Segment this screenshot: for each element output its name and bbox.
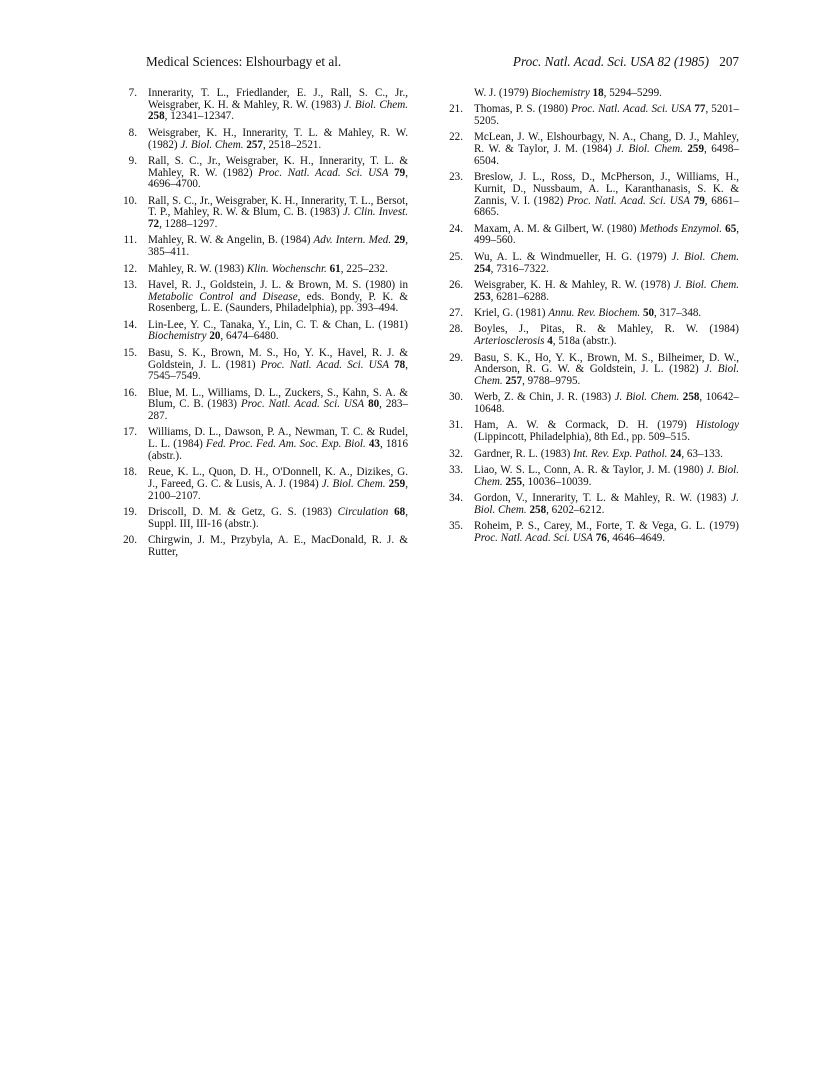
reference-number: 8. bbox=[128, 126, 137, 139]
reference-authors: Reue, K. L., Quon, D. H., O'Donnell, K. A., Dizikes, G. J., Fareed, G. C. & Lusis, A. J. (1984) bbox=[148, 466, 408, 490]
reference-item bbox=[446, 172, 739, 219]
reference-pages: , 5201–5205. bbox=[474, 103, 740, 128]
reference-pages: , 518a (abstr.). bbox=[552, 335, 617, 348]
reference-pages: , 12341–12347. bbox=[164, 110, 234, 123]
reference-pages: , 10036–10039. bbox=[522, 475, 592, 488]
reference-item bbox=[120, 235, 408, 258]
reference-volume: 78 bbox=[394, 358, 406, 371]
reference-authors: W. J. (1979) bbox=[474, 87, 532, 99]
reference-authors: Havel, R. J., Goldstein, J. L. & Brown, M. S. (1980) in bbox=[148, 278, 408, 291]
reference-authors: Chirgwin, J. M., Przybyla, A. E., MacDonald, R. J. & Rutter, bbox=[148, 534, 408, 558]
reference-journal: Proc. Natl. Acad. Sci. USA bbox=[474, 531, 593, 544]
reference-authors: Werb, Z. & Chin, J. R. (1983) bbox=[474, 391, 615, 404]
reference-pages: , 63–133. bbox=[681, 447, 723, 460]
reference-number: 15. bbox=[123, 346, 137, 359]
reference-volume: 80 bbox=[368, 398, 380, 411]
reference-authors: Rall, S. C., Jr., Weisgraber, K. H., Innerarity, T. L., Bersot, T. P., Mahley, R. W. & Blum, C. B. (1983) bbox=[148, 194, 408, 219]
reference-authors: Innerarity, T. L., Friedlander, E. J., Rall, S. C., Jr., Weisgraber, K. H. & Mahley, R. W. (1983) bbox=[148, 87, 408, 111]
reference-volume: 258 bbox=[529, 503, 547, 516]
reference-pages: , 2518–2521. bbox=[262, 138, 322, 151]
running-header bbox=[146, 53, 739, 71]
reference-volume: 254 bbox=[474, 262, 491, 275]
reference-pages: , 5294–5299. bbox=[603, 87, 662, 99]
reference-pages: , 6498–6504. bbox=[474, 143, 739, 167]
reference-item bbox=[120, 280, 408, 315]
reference-authors: Mahley, R. W. & Angelin, B. (1984) bbox=[148, 234, 314, 247]
references-right-column bbox=[446, 88, 739, 549]
reference-pages: , 499–560. bbox=[474, 222, 740, 247]
reference-number: 23. bbox=[449, 171, 463, 184]
reference-number: 25. bbox=[449, 250, 463, 263]
reference-pages: , 9788–9795. bbox=[522, 374, 581, 387]
reference-item bbox=[446, 521, 739, 544]
reference-pages: , 1288–1297. bbox=[159, 218, 218, 231]
reference-journal: Methods Enzymol. bbox=[639, 222, 723, 235]
reference-number: 16. bbox=[123, 386, 137, 399]
reference-volume: 259 bbox=[388, 477, 406, 490]
reference-journal: Proc. Natl. Acad. Sci. USA bbox=[258, 166, 389, 179]
reference-item bbox=[120, 348, 408, 383]
reference-authors: Driscoll, D. M. & Getz, G. S. (1983) bbox=[148, 506, 338, 519]
reference-authors: Gardner, R. L. (1983) bbox=[474, 447, 574, 460]
reference-pages: , 2100–2107. bbox=[148, 477, 408, 502]
reference-item bbox=[446, 132, 739, 167]
reference-number: 31. bbox=[449, 419, 463, 432]
reference-journal: Proc. Natl. Acad. Sci. USA bbox=[260, 358, 389, 371]
reference-item bbox=[446, 308, 739, 320]
reference-journal: J. Biol. Chem. bbox=[344, 98, 408, 111]
reference-journal: Metabolic Control and Disease bbox=[148, 290, 298, 303]
reference-number: 24. bbox=[449, 222, 463, 235]
reference-volume: 61 bbox=[329, 262, 341, 275]
reference-item bbox=[120, 427, 408, 462]
reference-journal: Annu. Rev. Biochem. bbox=[548, 307, 641, 320]
reference-pages: , 385–411. bbox=[148, 234, 408, 259]
reference-authors: Boyles, J., Pitas, R. & Mahley, R. W. (1984) bbox=[474, 323, 739, 336]
reference-pages: , 317–348. bbox=[654, 307, 702, 320]
reference-number: 10. bbox=[123, 194, 137, 207]
reference-number: 28. bbox=[449, 323, 463, 336]
reference-journal: J. Biol. Chem. bbox=[321, 477, 386, 490]
reference-journal: Int. Rev. Exp. Pathol. bbox=[573, 447, 668, 460]
reference-pages: , 4696–4700. bbox=[148, 166, 408, 191]
reference-authors: Rall, S. C., Jr., Weisgraber, K. H., Innerarity, T. L. & Mahley, R. W. (1982) bbox=[148, 154, 408, 179]
reference-journal: Arteriosclerosis bbox=[474, 335, 545, 348]
reference-journal: Proc. Natl. Acad. Sci. USA bbox=[240, 398, 365, 411]
reference-volume: 79 bbox=[394, 166, 406, 179]
reference-journal: J. Clin. Invest. bbox=[342, 206, 408, 219]
reference-journal: Fed. Proc. Fed. Am. Soc. Exp. Biol. bbox=[205, 438, 366, 451]
reference-item bbox=[446, 104, 739, 127]
reference-authors: Williams, D. L., Dawson, P. A., Newman, T. C. & Rudel, L. L. (1984) bbox=[148, 426, 408, 451]
reference-journal: J. Biol. Chem. bbox=[671, 250, 739, 263]
reference-authors: Kriel, G. (1981) bbox=[474, 307, 549, 320]
reference-item bbox=[120, 88, 408, 123]
reference-journal: J. Biol. Chem. bbox=[474, 363, 739, 387]
reference-volume: 65 bbox=[725, 222, 737, 235]
reference-item bbox=[446, 280, 739, 303]
reference-volume: 77 bbox=[694, 103, 706, 116]
reference-journal: Biochemistry bbox=[148, 330, 207, 343]
reference-volume: 257 bbox=[505, 374, 523, 387]
reference-item bbox=[446, 324, 739, 347]
reference-number: 7. bbox=[128, 87, 137, 99]
reference-authors: Lin-Lee, Y. C., Tanaka, Y., Lin, C. T. & Chan, L. (1981) bbox=[148, 318, 408, 331]
reference-volume: 79 bbox=[693, 194, 705, 207]
reference-authors: Thomas, P. S. (1980) bbox=[474, 103, 572, 116]
reference-pages: , 4646–4649. bbox=[606, 531, 666, 544]
reference-authors: Ham, A. W. & Cormack, D. H. (1979) bbox=[474, 419, 696, 432]
reference-item bbox=[446, 353, 739, 388]
reference-volume: 24 bbox=[670, 447, 682, 460]
reference-pages: , 6861–6865. bbox=[474, 194, 740, 219]
reference-journal: Circulation bbox=[337, 506, 389, 519]
header-section-authors: Medical Sciences: Elshourbagy et al. bbox=[146, 54, 342, 69]
reference-pages: , Suppl. III, III-16 (abstr.). bbox=[148, 506, 408, 530]
reference-authors: Gordon, V., Innerarity, T. L. & Mahley, R. W. (1983) bbox=[474, 492, 732, 505]
reference-number: 21. bbox=[449, 103, 463, 116]
reference-volume: 257 bbox=[246, 138, 263, 151]
reference-authors: Wu, A. L. & Windmueller, H. G. (1979) bbox=[474, 250, 672, 263]
reference-volume: 258 bbox=[682, 391, 700, 404]
reference-authors: Weisgraber, K. H., Innerarity, T. L. & Mahley, R. W. (1982) bbox=[148, 126, 408, 151]
reference-item bbox=[446, 392, 739, 415]
reference-journal: J. Biol. Chem. bbox=[474, 463, 740, 488]
reference-volume: 20 bbox=[209, 330, 221, 343]
reference-pages: , 283–287. bbox=[148, 398, 409, 423]
reference-volume: 18 bbox=[592, 87, 604, 99]
reference-volume: 29 bbox=[394, 234, 406, 247]
reference-number: 22. bbox=[449, 131, 463, 144]
reference-item bbox=[120, 196, 408, 231]
reference-journal: Proc. Natl. Acad. Sci. USA bbox=[571, 103, 692, 116]
reference-number: 13. bbox=[123, 278, 137, 291]
reference-pages: , eds. Bondy, P. K. & Rosenberg, L. E. (Saunders, Philadelphia), pp. 393–494. bbox=[148, 290, 409, 315]
reference-journal: Proc. Natl. Acad. Sci. USA bbox=[567, 194, 690, 207]
reference-volume: 43 bbox=[368, 438, 380, 451]
reference-volume: 50 bbox=[642, 307, 655, 320]
reference-item bbox=[120, 156, 408, 191]
reference-item bbox=[446, 493, 739, 516]
reference-number: 12. bbox=[123, 262, 137, 275]
reference-number: 11. bbox=[123, 234, 137, 247]
reference-item bbox=[120, 467, 408, 502]
reference-authors: Basu, S. K., Ho, Y. K., Brown, M. S., Bilheimer, D. W., Anderson, R. G. W. & Goldstein, J. L. (1982) bbox=[474, 351, 739, 376]
reference-number: 14. bbox=[123, 318, 137, 331]
reference-authors: Breslow, J. L., Ross, D., McPherson, J., Williams, H., Kurnit, D., Nussbaum, A. L., Karanthanasis, S. K. & Zannis, V. I. (1982) bbox=[474, 171, 739, 207]
reference-authors: Mahley, R. W. (1983) bbox=[148, 262, 247, 275]
reference-number: 35. bbox=[449, 520, 463, 533]
reference-continuation bbox=[446, 88, 739, 100]
reference-number: 18. bbox=[123, 466, 137, 479]
reference-journal: Histology bbox=[695, 419, 739, 432]
reference-volume: 258 bbox=[148, 110, 165, 123]
reference-number: 34. bbox=[449, 492, 463, 505]
reference-volume: 68 bbox=[394, 506, 406, 519]
reference-pages: (Lippincott, Philadelphia), 8th Ed., pp. 509–515. bbox=[474, 431, 690, 444]
reference-authors: Liao, W. S. L., Conn, A. R. & Taylor, J. M. (1980) bbox=[474, 463, 707, 476]
reference-journal: J. Biol. Chem. bbox=[180, 138, 244, 151]
reference-number: 33. bbox=[449, 463, 463, 476]
page-number: 207 bbox=[719, 54, 739, 69]
reference-authors: Blue, M. L., Williams, D. L., Zuckers, S., Kahn, S. A. & Blum, C. B. (1983) bbox=[148, 386, 408, 411]
reference-number: 27. bbox=[449, 307, 463, 320]
reference-journal: Adv. Intern. Med. bbox=[313, 234, 392, 247]
reference-pages: , 6281–6288. bbox=[490, 290, 549, 303]
reference-authors: Maxam, A. M. & Gilbert, W. (1980) bbox=[474, 222, 640, 235]
reference-pages: , 6202–6212. bbox=[546, 503, 605, 516]
reference-volume: 259 bbox=[687, 143, 705, 156]
header-journal: Proc. Natl. Acad. Sci. USA 82 (1985) bbox=[512, 54, 709, 69]
reference-journal: J. Biol. Chem. bbox=[614, 391, 680, 404]
reference-journal: J. Biol. Chem. bbox=[674, 278, 739, 291]
reference-number: 32. bbox=[449, 447, 463, 460]
reference-item bbox=[120, 388, 408, 423]
reference-item bbox=[120, 535, 408, 558]
reference-item bbox=[446, 420, 739, 443]
reference-volume: 4 bbox=[547, 335, 553, 348]
reference-authors: Roheim, P. S., Carey, M., Forte, T. & Vega, G. L. (1979) bbox=[474, 520, 739, 533]
reference-number: 30. bbox=[449, 391, 463, 404]
reference-authors: Weisgraber, K. H. & Mahley, R. W. (1978) bbox=[474, 278, 674, 291]
reference-authors: McLean, J. W., Elshourbagy, N. A., Chang, D. J., Mahley, R. W. & Taylor, J. M. (1984) bbox=[474, 131, 739, 156]
reference-authors: Basu, S. K., Brown, M. S., Ho, Y. K., Havel, R. J. & Goldstein, J. L. (1981) bbox=[148, 346, 408, 371]
reference-journal: J. Biol. Chem. bbox=[616, 143, 683, 156]
reference-item bbox=[446, 252, 739, 275]
reference-volume: 255 bbox=[505, 475, 523, 488]
reference-item bbox=[446, 224, 739, 247]
reference-number: 19. bbox=[123, 506, 137, 519]
reference-number: 20. bbox=[123, 534, 137, 547]
reference-item bbox=[446, 449, 739, 461]
reference-item bbox=[446, 465, 739, 488]
reference-number: 26. bbox=[449, 278, 463, 291]
reference-item bbox=[120, 264, 408, 276]
reference-number: 29. bbox=[449, 351, 463, 364]
reference-pages: , 7316–7322. bbox=[490, 262, 549, 275]
reference-pages: , 10642–10648. bbox=[474, 391, 739, 416]
reference-journal: Klin. Wochenschr. bbox=[246, 262, 327, 275]
reference-volume: 253 bbox=[474, 290, 491, 303]
reference-item bbox=[120, 320, 408, 343]
reference-pages: , 6474–6480. bbox=[220, 330, 279, 343]
reference-journal: J. Biol. Chem. bbox=[474, 492, 739, 516]
reference-pages: , 1816 (abstr.). bbox=[148, 438, 409, 462]
reference-number: 9. bbox=[128, 154, 137, 167]
reference-number: 17. bbox=[123, 426, 137, 439]
references-left-column bbox=[120, 88, 408, 563]
reference-pages: , 225–232. bbox=[340, 262, 388, 275]
reference-volume: 72 bbox=[148, 218, 160, 231]
reference-volume: 76 bbox=[595, 531, 607, 544]
reference-pages: , 7545–7549. bbox=[148, 358, 408, 383]
reference-item bbox=[120, 507, 408, 530]
reference-journal: Biochemistry bbox=[531, 87, 590, 99]
reference-item bbox=[120, 128, 408, 151]
